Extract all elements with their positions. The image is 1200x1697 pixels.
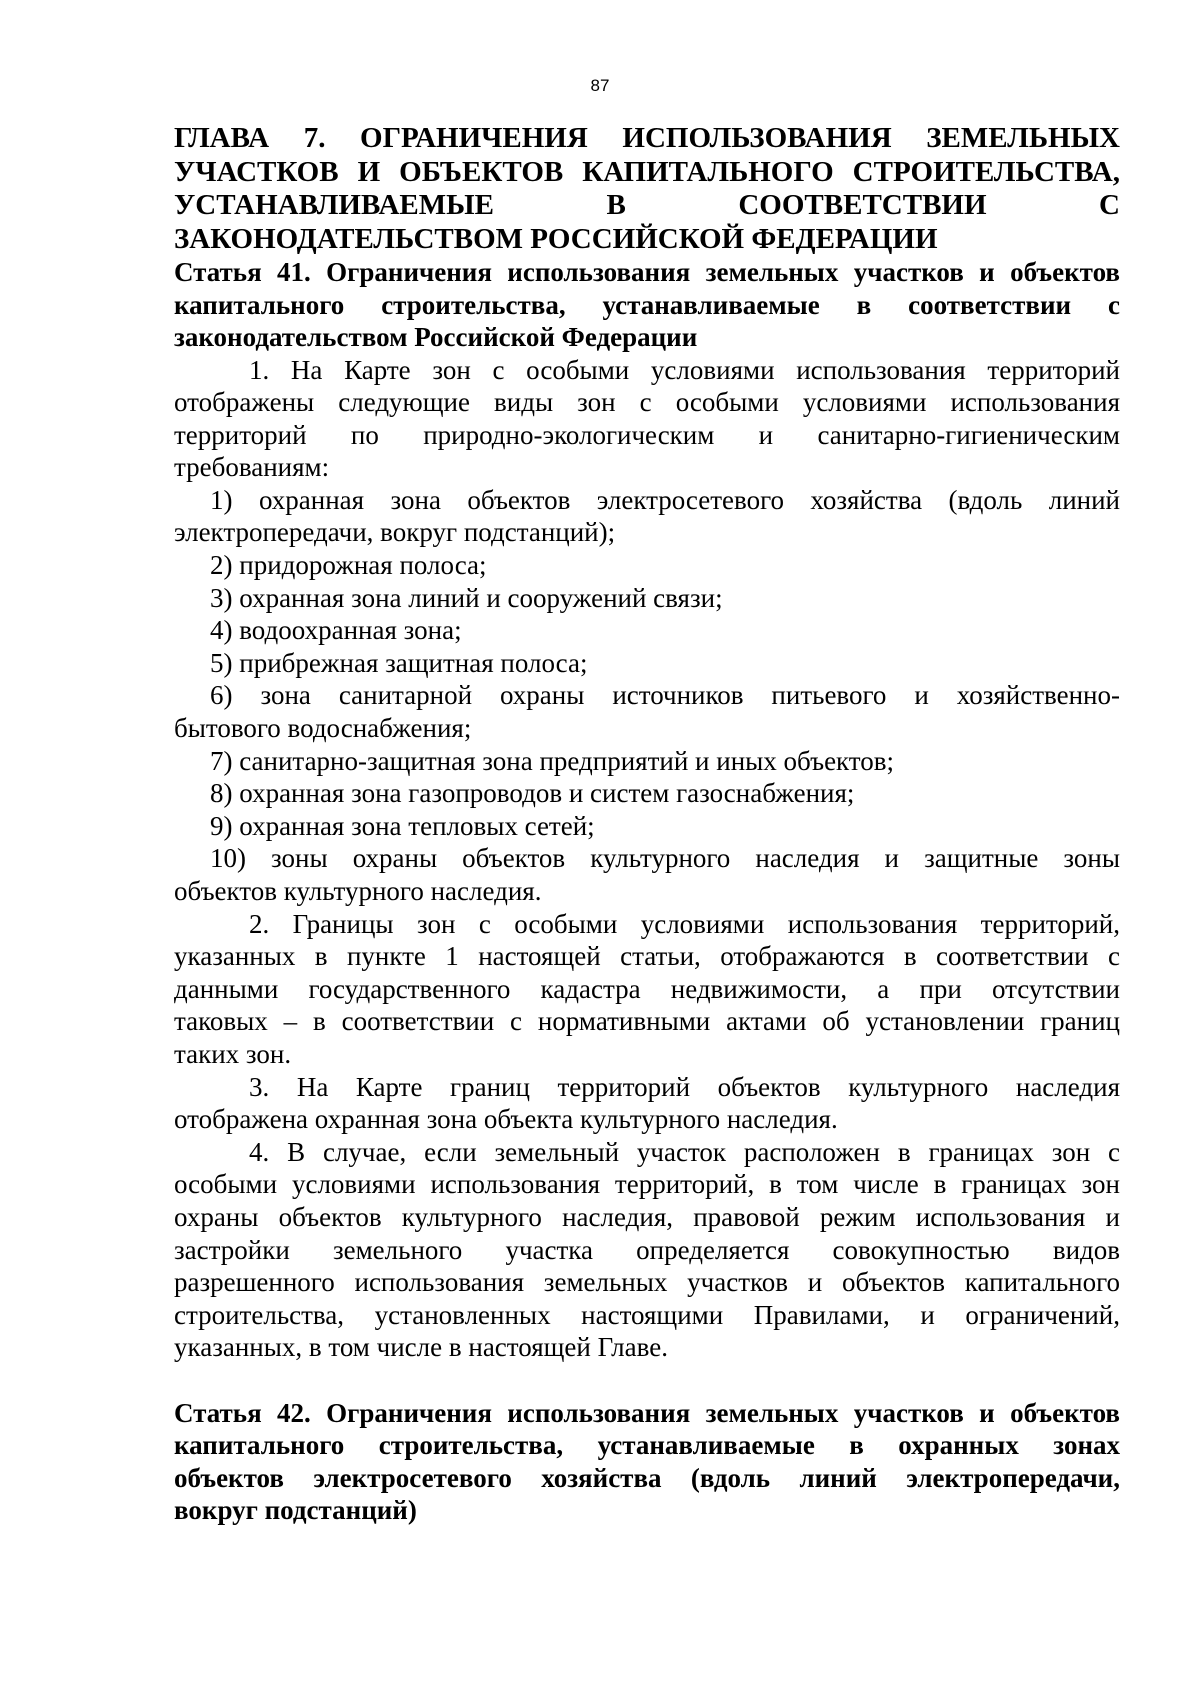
paragraph-line: требованиям: [174,452,330,483]
list-item [174,810,1120,843]
paragraph-line: отображены следующие виды зон с особыми условиями использования [174,387,1120,418]
list-item-line: 10) зоны охраны объектов культурного наследия и защитные зоны [210,843,1120,874]
article-41-paragraph-1 [174,354,1120,484]
article-title-line: вокруг подстанций) [174,1495,417,1526]
chapter-title-line: ГЛАВА 7. ОГРАНИЧЕНИЯ ИСПОЛЬЗОВАНИЯ ЗЕМЕЛЬНЫХ [174,122,1120,154]
paragraph-line: 1. На Карте зон с особыми условиями использования территорий [249,354,1120,385]
list-item-line: 8) охранная зона газопроводов и систем газоснабжения; [210,778,855,809]
list-item [174,777,1120,810]
list-item-line: 9) охранная зона тепловых сетей; [210,810,595,841]
chapter-title-line: ЗАКОНОДАТЕЛЬСТВОМ РОССИЙСКОЙ ФЕДЕРАЦИИ [174,222,938,255]
paragraph-line: таковых – в соответствии с нормативными актами об установлении границ [174,1006,1120,1037]
article-42-title [174,1397,1120,1527]
paragraph-line: особыми условиями использования территорий, в том числе в границах зон [174,1169,1120,1200]
list-item-line: объектов культурного наследия. [174,876,542,906]
paragraph-line: 4. В случае, если земельный участок расположен в границах зон с [249,1136,1120,1167]
list-item [174,549,1120,582]
article-title-line: Статья 41. Ограничения использования земельных участков и объектов [174,257,1120,287]
paragraph-line: данными государственного кадастра недвижимости, а при отсутствии [174,973,1120,1004]
list-item-line: 4) водоохранная зона; [210,615,462,646]
paragraph-line: территорий по природно-экологическим и санитарно-гигиеническим [174,419,1120,450]
paragraph-line: указанных, в том числе в настоящей Главе. [174,1332,668,1363]
paragraph-line: 3. На Карте границ территорий объектов культурного наследия [249,1071,1120,1102]
chapter-title-line: УСТАНАВЛИВАЕМЫЕ В СООТВЕТСТВИИ С [174,189,1120,221]
list-item-line: 7) санитарно-защитная зона предприятий и иных объектов; [210,745,895,776]
list-item-line: электропередачи, вокруг подстанций); [174,517,616,548]
paragraph-line: отображена охранная зона объекта культурного наследия. [174,1104,838,1135]
paragraph-line: таких зон. [174,1038,292,1069]
paragraph-line: 2. Границы зон с особыми условиями использования территорий, [249,908,1120,939]
list-item [174,582,1120,615]
list-item-line: 3) охранная зона линий и сооружений связи; [210,582,723,613]
paragraph-line: застройки земельного участка определяется совокупностью видов [174,1234,1120,1265]
paragraph-line: охраны объектов культурного наследия, правовой режим использования и [174,1201,1120,1232]
list-item [174,647,1120,680]
article-title-line: капитального строительства, устанавливаемые в охранных зонах [174,1430,1120,1461]
list-item [174,484,1120,549]
page-content [174,122,1120,1527]
list-item [174,745,1120,778]
list-item [174,614,1120,647]
list-item-line: 5) прибрежная защитная полоса; [210,647,588,678]
article-41-paragraph-3 [174,1071,1120,1136]
article-41-paragraph-4 [174,1136,1120,1364]
list-item-line: 6) зона санитарной охраны источников питьевого и хозяйственно- [210,680,1120,711]
article-title-line: капитального строительства, устанавливаемые в соответствии с [174,289,1120,320]
article-title-line: законодательством Российской Федерации [174,322,698,352]
paragraph-line: указанных в пункте 1 настоящей статьи, отображаются в соответствии с [174,941,1120,972]
article-41-paragraph-2 [174,908,1120,1071]
article-title-line: Статья 42. Ограничения использования земельных участков и объектов [174,1397,1120,1428]
article-41-title [174,256,1120,354]
paragraph-line: строительства, установленных настоящими Правилами, и ограничений, [174,1299,1120,1330]
chapter-title-line: УЧАСТКОВ И ОБЪЕКТОВ КАПИТАЛЬНОГО СТРОИТЕЛЬСТВА, [174,155,1120,188]
article-title-line: объектов электросетевого хозяйства (вдоль линий электропередачи, [174,1462,1120,1493]
paragraph-line: разрешенного использования земельных участков и объектов капитального [174,1267,1120,1298]
list-item-line: 1) охранная зона объектов электросетевого хозяйства (вдоль линий [210,484,1120,515]
list-item-line: бытового водоснабжения; [174,713,472,744]
chapter-title [174,122,1120,256]
zone-types-list [174,484,1120,908]
list-item [174,842,1120,907]
list-item-line: 2) придорожная полоса; [210,550,487,581]
list-item [174,679,1120,744]
page-number: 87 [590,76,610,95]
